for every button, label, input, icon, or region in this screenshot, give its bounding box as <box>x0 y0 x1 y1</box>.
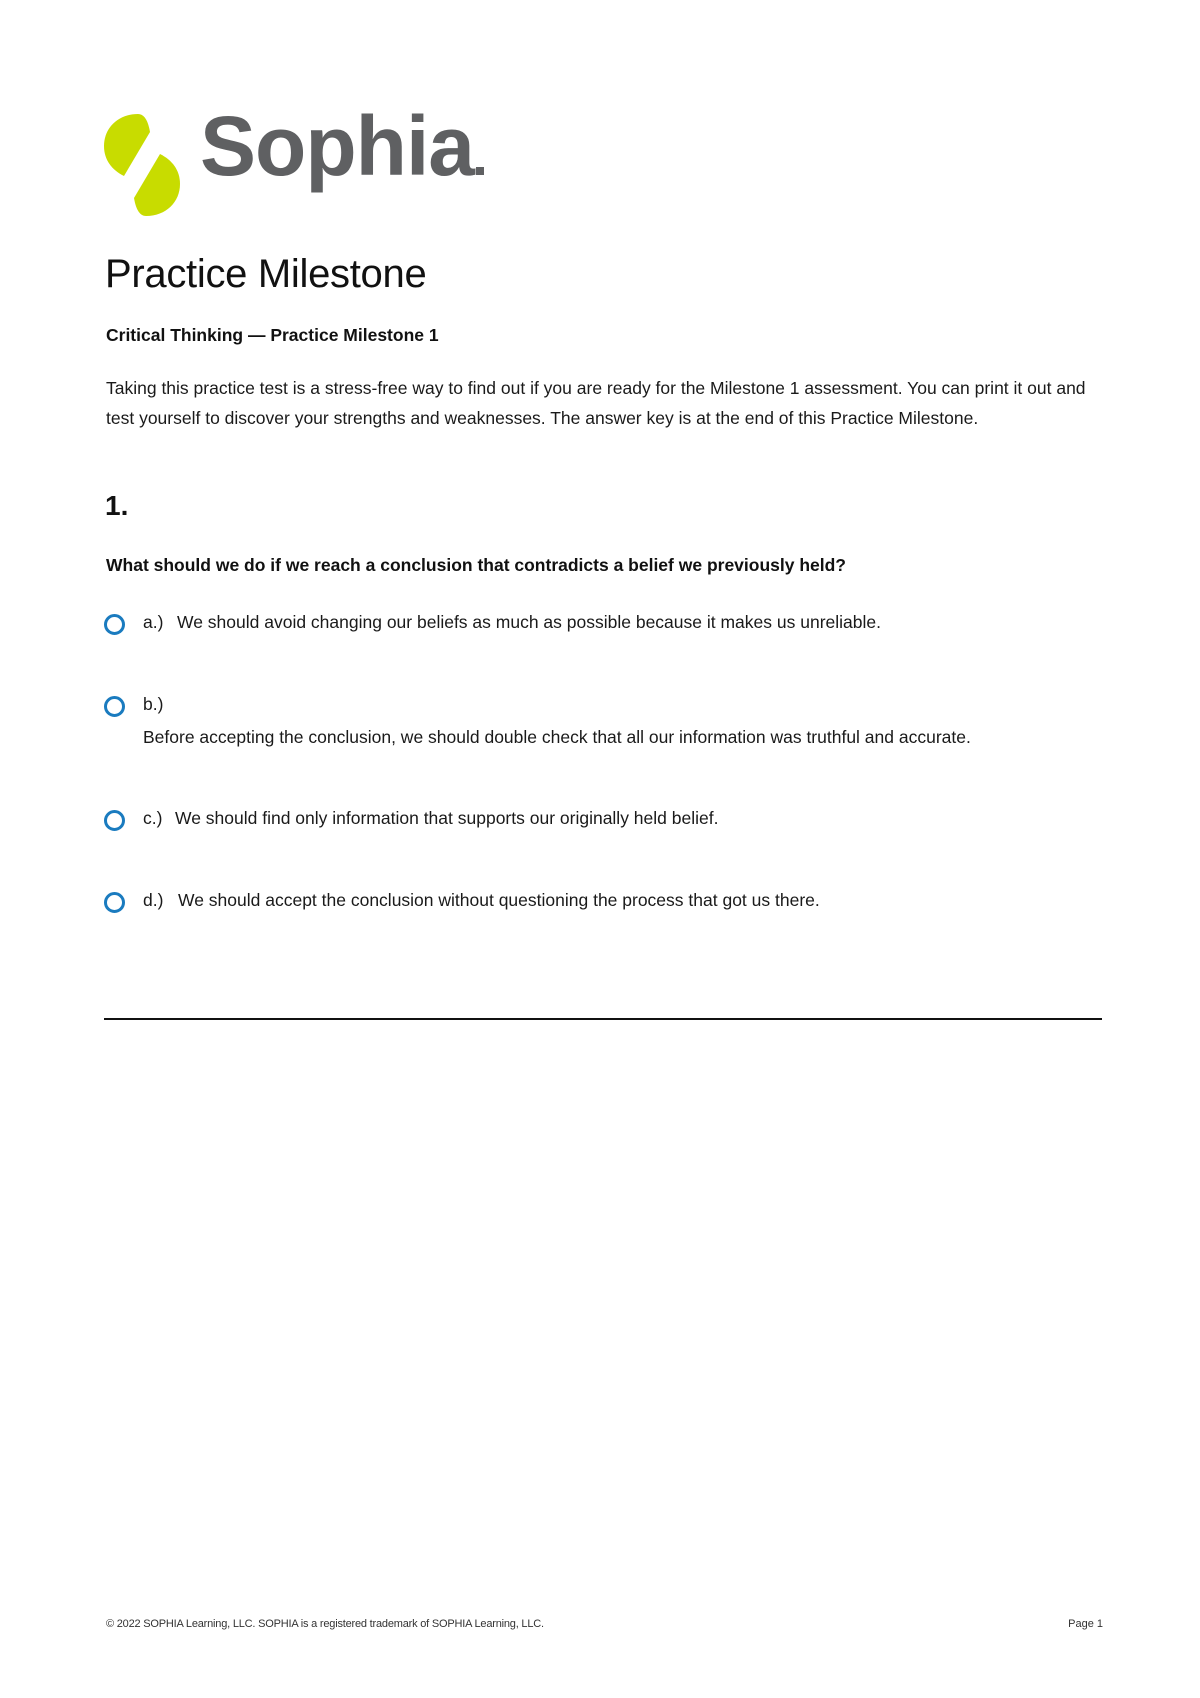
radio-button-d[interactable] <box>104 892 125 913</box>
option-text-c: We should find only information that supports our originally held belief. <box>175 808 719 828</box>
sophia-logo <box>104 99 524 220</box>
option-letter-b: b.) <box>143 694 164 714</box>
option-letter-c: c.) <box>143 808 163 828</box>
section-divider <box>104 1018 1102 1020</box>
sophia-logo-wordmark: Sophia <box>200 104 484 188</box>
radio-button-c[interactable] <box>104 810 125 831</box>
option-letter-d: d.) <box>143 890 164 910</box>
question-number: 1. <box>105 490 129 521</box>
intro-paragraph: Taking this practice test is a stress-free way to find out if you are ready for the Milestone 1 assessment. You can print it out and test yourself to discover your strengths and weaknesses. The answer key is at the end of this Practice Milestone. <box>106 378 1086 428</box>
answer-option-d[interactable] <box>104 890 1004 950</box>
footer-copyright: © 2022 SOPHIA Learning, LLC. SOPHIA is a registered trademark of SOPHIA Learning, LLC. <box>106 1618 544 1630</box>
answer-option-b[interactable] <box>104 694 1094 774</box>
page-title: Practice Milestone <box>105 252 427 296</box>
answer-option-a[interactable] <box>104 612 1004 672</box>
sophia-logo-mark-icon <box>104 114 180 216</box>
option-letter-a: a.) <box>143 612 164 632</box>
radio-button-b[interactable] <box>104 696 125 717</box>
radio-button-a[interactable] <box>104 614 125 635</box>
question-prompt: What should we do if we reach a conclusion that contradicts a belief we previously held? <box>106 555 846 575</box>
option-text-d: We should accept the conclusion without questioning the process that got us there. <box>178 890 820 910</box>
option-text-b: Before accepting the conclusion, we should double check that all our information was truthful and accurate. <box>143 727 971 747</box>
option-text-a: We should avoid changing our beliefs as much as possible because it makes us unreliable. <box>177 612 881 632</box>
course-subtitle: Critical Thinking — Practice Milestone 1 <box>106 325 439 345</box>
answer-option-c[interactable] <box>104 808 1004 868</box>
footer-page-number: Page 1 <box>1068 1618 1103 1630</box>
